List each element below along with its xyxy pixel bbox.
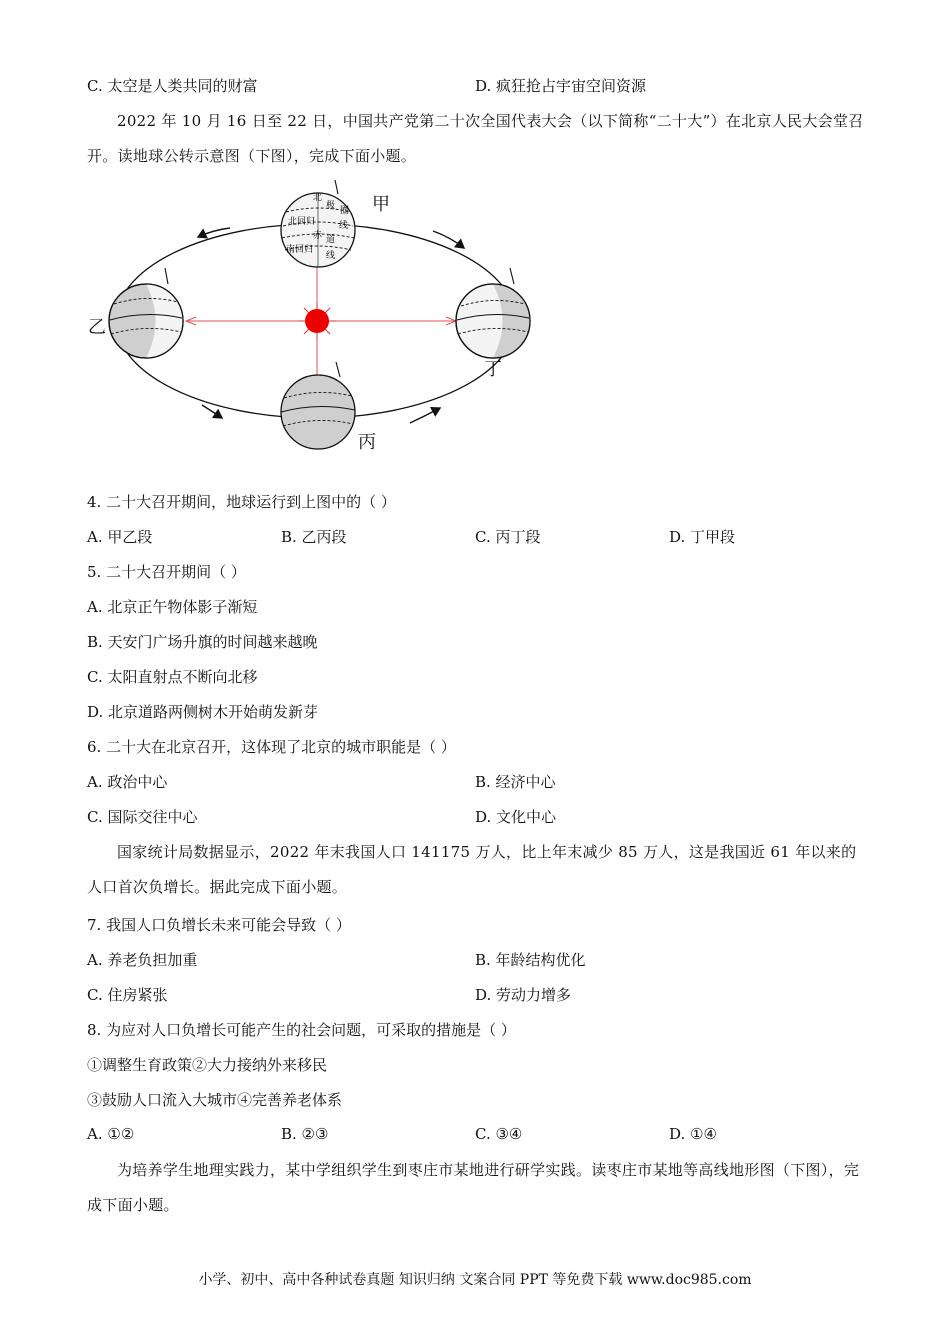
option-d-prev: D. 疯狂抢占宇宙空间资源: [475, 77, 647, 95]
q8-option-c: C. ③④: [475, 1125, 523, 1143]
intro-paragraph-3: 为培养学生地理实践力，某中学组织学生到枣庄市某地进行研学实践。读枣庄市某地等高线地形图（下图），完成下面小题。: [87, 1161, 860, 1214]
q6-option-c: C. 国际交往中心: [87, 808, 198, 826]
q8-option-a: A. ①②: [87, 1125, 135, 1143]
globe-label: 线: [339, 221, 349, 231]
globe-label: 线: [326, 251, 336, 261]
question-4-stem: 4. 二十大召开期间，地球运行到上图中的（ ）: [87, 493, 396, 511]
intro-paragraph-2: 国家统计局数据显示，2022 年末我国人口 141175 万人，比上年末减少 85 万人，这是我国近 61 年以来的人口首次负增长。据此完成下面小题。: [87, 843, 857, 896]
q4-option-c: C. 丙丁段: [475, 528, 541, 546]
globe-label: 赤: [313, 231, 323, 241]
q8-item-line-2: ③鼓励人口流入大城市④完善养老体系: [87, 1091, 343, 1109]
globe-label: 南回归: [286, 245, 314, 255]
q7-option-b: B. 年龄结构优化: [475, 951, 586, 969]
question-6-stem: 6. 二十大在北京召开，这体现了北京的城市职能是（ ）: [87, 738, 456, 756]
q5-option-a: A. 北京正午物体影子渐短: [87, 598, 258, 616]
orbit-arrow: [198, 228, 230, 237]
q6-option-a: A. 政治中心: [87, 773, 168, 791]
q7-option-a: A. 养老负担加重: [87, 951, 198, 969]
q8-option-b: B. ②③: [281, 1125, 329, 1143]
q6-option-d: D. 文化中心: [475, 808, 557, 826]
option-c-prev: C. 太空是人类共同的财富: [87, 77, 258, 95]
label-yi: 乙: [88, 317, 106, 338]
q5-option-c: C. 太阳直射点不断向北移: [87, 668, 258, 686]
label-jia: 甲: [372, 194, 390, 215]
q4-option-d: D. 丁甲段: [669, 528, 736, 546]
globe-label: 北回归: [288, 217, 316, 227]
orbit-arrow: [433, 231, 464, 248]
sun-icon: [298, 302, 336, 340]
q7-option-d: D. 劳动力增多: [475, 986, 572, 1004]
globe-yi: [109, 268, 183, 358]
globe-label: 极: [326, 201, 336, 211]
globe-label: 北: [313, 193, 323, 203]
q8-option-d: D. ①④: [669, 1125, 717, 1143]
globe-ding: [456, 268, 530, 358]
globe-jia: [281, 180, 355, 267]
q8-item-line-1: ①调整生育政策②大力接纳外来移民: [87, 1056, 328, 1074]
q4-option-a: A. 甲乙段: [87, 528, 153, 546]
question-7-stem: 7. 我国人口负增长未来可能会导致（ ）: [87, 916, 351, 934]
q5-option-d: D. 北京道路两侧树木开始萌发新芽: [87, 703, 319, 721]
question-5-stem: 5. 二十大召开期间（ ）: [87, 563, 246, 581]
label-bing: 丙: [358, 432, 376, 453]
orbit-arrow: [202, 405, 222, 418]
q5-option-b: B. 天安门广场升旗的时间越来越晚: [87, 633, 318, 651]
q7-option-c: C. 住房紧张: [87, 986, 168, 1004]
globe-label: 道: [326, 235, 336, 245]
globe-bing: [281, 362, 355, 449]
label-ding: 丁: [484, 359, 502, 380]
q6-option-b: B. 经济中心: [475, 773, 556, 791]
q4-option-b: B. 乙丙段: [281, 528, 347, 546]
intro-paragraph-1: 2022 年 10 月 16 日至 22 日，中国共产党第二十次全国代表大会（以下简称“二十大”）在北京人民大会堂召开。读地球公转示意图（下图），完成下面小题。: [87, 112, 864, 165]
orbit-arrow: [410, 408, 440, 423]
page-footer: 小学、初中、高中各种试卷真题 知识归纳 文案合同 PPT 等免费下载 www.doc985.com: [198, 1272, 752, 1288]
earth-orbit-diagram: [80, 180, 550, 460]
globe-label: 圈: [340, 206, 350, 216]
question-8-stem: 8. 为应对人口负增长可能产生的社会问题，可采取的措施是（ ）: [87, 1021, 516, 1039]
